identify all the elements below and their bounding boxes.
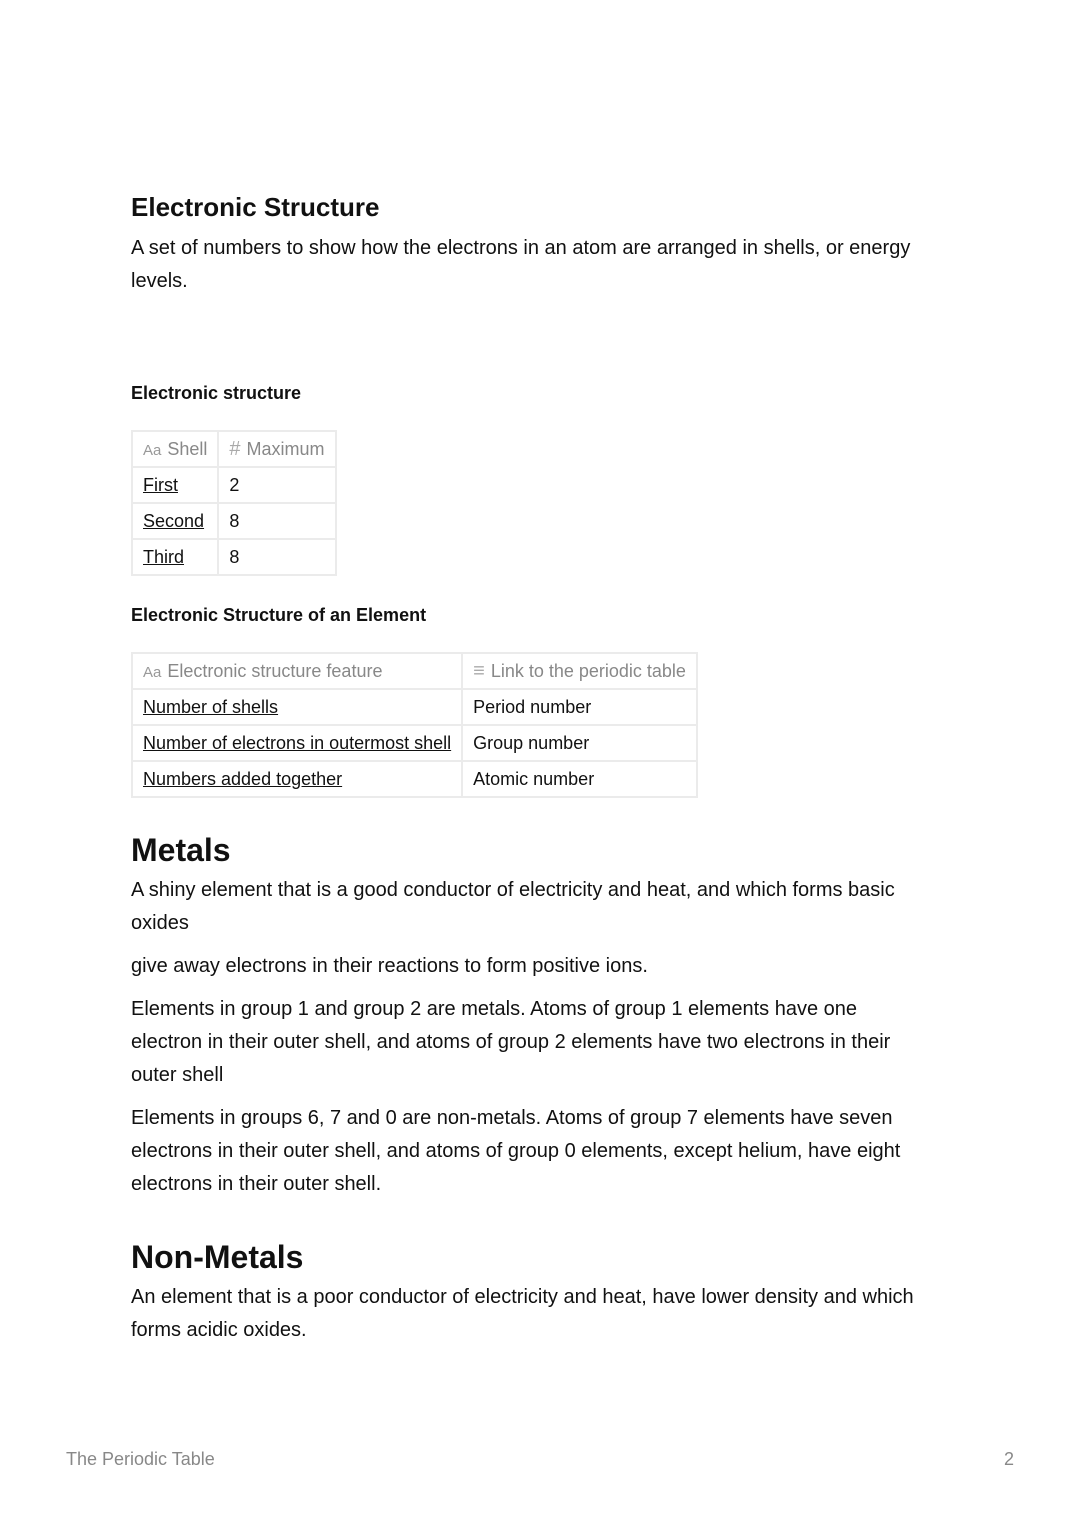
table-row bbox=[132, 503, 336, 539]
cell: 8 bbox=[218, 539, 335, 575]
paragraph: give away electrons in their reactions to form positive ions. bbox=[131, 955, 648, 977]
cell: Group number bbox=[462, 725, 697, 761]
header-label: Shell bbox=[167, 438, 208, 459]
row-link[interactable]: Second bbox=[143, 510, 205, 531]
header-label: Electronic structure feature bbox=[167, 660, 383, 681]
metals-heading: Metals bbox=[131, 832, 231, 868]
paragraph: Elements in groups 6, 7 and 0 are non-metals. Atoms of group 7 elements have seven electrons in their outer shell, and atoms of group 0 elements, except helium, have eight electrons in their outer shell. bbox=[131, 1107, 901, 1195]
row-link[interactable]: First bbox=[143, 474, 178, 495]
table-header-row bbox=[132, 653, 697, 689]
column-header-shell[interactable] bbox=[132, 431, 218, 467]
text-type-icon: Aa bbox=[143, 663, 162, 681]
row-link[interactable]: Numbers added together bbox=[143, 768, 343, 789]
section-text: A set of numbers to show how the electrons in an atom are arranged in shells, or energy levels. bbox=[131, 237, 911, 292]
text-type-icon: Aa bbox=[143, 441, 162, 459]
section-heading: Electronic Structure bbox=[131, 192, 380, 222]
column-header-link[interactable] bbox=[462, 653, 697, 689]
table-row bbox=[132, 689, 697, 725]
page-number: 2 bbox=[1003, 1449, 1014, 1469]
content bbox=[131, 190, 931, 1357]
number-type-icon: # bbox=[229, 437, 241, 460]
table-row bbox=[132, 467, 336, 503]
table2-caption: Electronic Structure of an Element bbox=[131, 605, 427, 625]
table1-caption: Electronic structure bbox=[131, 383, 302, 403]
footer-title: The Periodic Table bbox=[66, 1449, 215, 1469]
header-label: Maximum bbox=[246, 438, 325, 459]
table-row bbox=[132, 761, 697, 797]
cell: 8 bbox=[218, 503, 335, 539]
column-header-maximum[interactable] bbox=[218, 431, 335, 467]
paragraph: Elements in group 1 and group 2 are metals. Atoms of group 1 elements have one electron in their outer shell, and atoms of group 2 elements have two electrons in their outer shell bbox=[131, 998, 891, 1086]
row-link[interactable]: Third bbox=[143, 546, 185, 567]
shell-table bbox=[131, 430, 337, 576]
cell: 2 bbox=[218, 467, 335, 503]
element-structure-table bbox=[131, 652, 698, 798]
row-link[interactable]: Number of shells bbox=[143, 696, 279, 717]
column-header-feature[interactable] bbox=[132, 653, 462, 689]
row-link[interactable]: Number of electrons in outermost shell bbox=[143, 732, 452, 753]
cell: Period number bbox=[462, 689, 697, 725]
table-header-row bbox=[132, 431, 336, 467]
cell: Atomic number bbox=[462, 761, 697, 797]
lines-icon: ≡ bbox=[473, 659, 485, 682]
table-row bbox=[132, 539, 336, 575]
table-row bbox=[132, 725, 697, 761]
header-label: Link to the periodic table bbox=[490, 660, 686, 681]
paragraph: An element that is a poor conductor of electricity and heat, have lower density and which forms acidic oxides. bbox=[131, 1286, 914, 1341]
paragraph: A shiny element that is a good conductor of electricity and heat, and which forms basic oxides bbox=[131, 879, 895, 934]
nonmetals-heading: Non-Metals bbox=[131, 1239, 304, 1275]
